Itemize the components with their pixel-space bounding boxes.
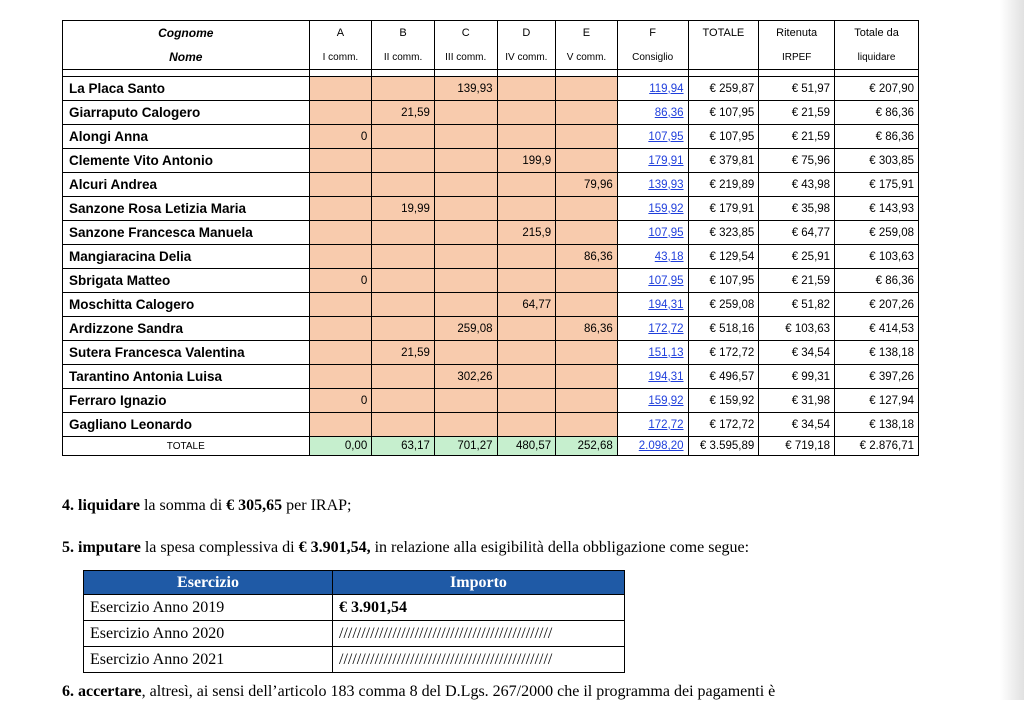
column-header: D — [497, 21, 556, 46]
cell-liq: € 303,85 — [835, 149, 919, 173]
cell-a — [309, 413, 372, 437]
member-name: Mangiaracina Delia — [63, 245, 310, 269]
cell-c — [434, 269, 497, 293]
cell-tot: € 323,85 — [688, 221, 759, 245]
cell-liq: € 86,36 — [835, 101, 919, 125]
esercizio-row — [84, 621, 625, 647]
cell-d — [497, 245, 556, 269]
cell-tot: € 518,16 — [688, 317, 759, 341]
spacer-row — [63, 70, 919, 77]
cell-b — [372, 293, 435, 317]
cell-tot: € 179,91 — [688, 197, 759, 221]
cell-liq: € 207,90 — [835, 77, 919, 101]
cell-a — [309, 173, 372, 197]
cell-b — [372, 413, 435, 437]
cell-c — [434, 389, 497, 413]
column-header: B — [372, 21, 435, 46]
cell-b — [372, 269, 435, 293]
header-row — [63, 21, 919, 46]
cell-a — [309, 221, 372, 245]
column-header: E — [556, 21, 618, 46]
cell-tot: € 172,72 — [688, 341, 759, 365]
cell-liq: € 86,36 — [835, 125, 919, 149]
table-row — [63, 389, 919, 413]
table-row — [63, 317, 919, 341]
cell-d — [497, 365, 556, 389]
member-name: Sanzone Rosa Letizia Maria — [63, 197, 310, 221]
cell-d — [497, 125, 556, 149]
cell-b — [372, 389, 435, 413]
cell-rit: € 51,97 — [759, 77, 835, 101]
column-subheader — [688, 45, 759, 70]
para5-text2: in relazione alla esigibilità della obbligazione come segue: — [370, 539, 750, 556]
cell-liq: € 207,26 — [835, 293, 919, 317]
cell-a: 0 — [309, 389, 372, 413]
cell-a — [309, 101, 372, 125]
cell-liq: € 127,94 — [835, 389, 919, 413]
cell-d — [497, 413, 556, 437]
column-subheader: IV comm. — [497, 45, 556, 70]
total-label: TOTALE — [63, 437, 310, 456]
member-name: La Placa Santo — [63, 77, 310, 101]
esercizio-amount: //////////////////////////////////////////////// — [333, 647, 625, 673]
cell-c — [434, 149, 497, 173]
spacer-cell — [434, 70, 497, 77]
cell-c — [434, 101, 497, 125]
column-subheader: Consiglio — [617, 45, 688, 70]
table-row — [63, 413, 919, 437]
table-row — [63, 269, 919, 293]
total-liq: € 2.876,71 — [835, 437, 919, 456]
column-subheader: liquidare — [835, 45, 919, 70]
cell-f[interactable]: 179,91 — [617, 149, 688, 173]
cell-f[interactable]: 172,72 — [617, 317, 688, 341]
cell-e: 79,96 — [556, 173, 618, 197]
cell-d — [497, 317, 556, 341]
member-name: Alcuri Andrea — [63, 173, 310, 197]
cell-rit: € 75,96 — [759, 149, 835, 173]
cell-f[interactable]: 139,93 — [617, 173, 688, 197]
cell-c — [434, 293, 497, 317]
cell-liq: € 175,91 — [835, 173, 919, 197]
para4-text2: per IRAP; — [282, 497, 352, 514]
cell-d — [497, 101, 556, 125]
cell-c — [434, 197, 497, 221]
total-c: 701,27 — [434, 437, 497, 456]
spacer-cell — [309, 70, 372, 77]
cell-e: 86,36 — [556, 245, 618, 269]
cell-rit: € 35,98 — [759, 197, 835, 221]
cell-a — [309, 197, 372, 221]
spacer-cell — [63, 70, 310, 77]
cell-f[interactable]: 43,18 — [617, 245, 688, 269]
cell-a — [309, 245, 372, 269]
spacer-cell — [372, 70, 435, 77]
column-header: Cognome — [63, 21, 310, 46]
esercizio-table — [83, 570, 625, 673]
cell-b — [372, 317, 435, 341]
column-subheader: IRPEF — [759, 45, 835, 70]
cell-liq: € 397,26 — [835, 365, 919, 389]
para4-num: 4. — [62, 497, 74, 514]
cell-f[interactable]: 119,94 — [617, 77, 688, 101]
cell-b — [372, 245, 435, 269]
member-name: Sbrigata Matteo — [63, 269, 310, 293]
importo-header: Importo — [333, 571, 625, 595]
member-name: Alongi Anna — [63, 125, 310, 149]
cell-b — [372, 365, 435, 389]
cell-f[interactable]: 194,31 — [617, 293, 688, 317]
cell-tot: € 379,81 — [688, 149, 759, 173]
table-row — [63, 101, 919, 125]
member-name: Sutera Francesca Valentina — [63, 341, 310, 365]
cell-e — [556, 269, 618, 293]
cell-tot: € 107,95 — [688, 125, 759, 149]
total-tot: € 3.595,89 — [688, 437, 759, 456]
cell-tot: € 496,57 — [688, 365, 759, 389]
cell-b: 19,99 — [372, 197, 435, 221]
esercizio-year: Esercizio Anno 2021 — [84, 647, 333, 673]
cell-a — [309, 341, 372, 365]
paragraph-4 — [62, 497, 352, 515]
spacer-cell — [617, 70, 688, 77]
cell-a — [309, 77, 372, 101]
cell-rit: € 21,59 — [759, 101, 835, 125]
cell-c: 259,08 — [434, 317, 497, 341]
column-subheader: III comm. — [434, 45, 497, 70]
para4-verb: liquidare — [78, 497, 140, 514]
total-a: 0,00 — [309, 437, 372, 456]
table-row — [63, 77, 919, 101]
esercizio-amount: //////////////////////////////////////////////// — [333, 621, 625, 647]
cell-e: 86,36 — [556, 317, 618, 341]
para5-text1: la spesa complessiva di — [140, 539, 299, 556]
cell-e — [556, 365, 618, 389]
cell-rit: € 43,98 — [759, 173, 835, 197]
cell-a: 0 — [309, 269, 372, 293]
total-b: 63,17 — [372, 437, 435, 456]
cell-f[interactable]: 194,31 — [617, 365, 688, 389]
table-row — [63, 173, 919, 197]
column-subheader: V comm. — [556, 45, 618, 70]
cell-b — [372, 173, 435, 197]
cell-rit: € 64,77 — [759, 221, 835, 245]
cell-d — [497, 389, 556, 413]
cell-rit: € 21,59 — [759, 269, 835, 293]
cell-a — [309, 317, 372, 341]
esercizio-year: Esercizio Anno 2019 — [84, 595, 333, 621]
cell-rit: € 34,54 — [759, 341, 835, 365]
cell-a — [309, 365, 372, 389]
total-rit: € 719,18 — [759, 437, 835, 456]
cell-tot: € 259,08 — [688, 293, 759, 317]
cell-liq: € 86,36 — [835, 269, 919, 293]
cell-b — [372, 221, 435, 245]
member-name: Tarantino Antonia Luisa — [63, 365, 310, 389]
total-e: 252,68 — [556, 437, 618, 456]
cell-b: 21,59 — [372, 341, 435, 365]
cell-d: 215,9 — [497, 221, 556, 245]
cell-tot: € 107,95 — [688, 269, 759, 293]
cell-c: 302,26 — [434, 365, 497, 389]
cell-tot: € 259,87 — [688, 77, 759, 101]
cell-e — [556, 197, 618, 221]
member-name: Clemente Vito Antonio — [63, 149, 310, 173]
para6-verb: accertare — [78, 683, 142, 700]
cell-e — [556, 149, 618, 173]
table-row — [63, 365, 919, 389]
esercizio-header: Esercizio — [84, 571, 333, 595]
para5-amount: € 3.901,54, — [298, 539, 371, 556]
cell-a — [309, 293, 372, 317]
cell-e — [556, 341, 618, 365]
column-header: F — [617, 21, 688, 46]
cell-f[interactable]: 172,72 — [617, 413, 688, 437]
cell-c — [434, 413, 497, 437]
cell-c — [434, 341, 497, 365]
totals-row — [63, 437, 919, 456]
member-name: Giarraputo Calogero — [63, 101, 310, 125]
cell-f[interactable]: 107,95 — [617, 125, 688, 149]
column-header: Ritenuta — [759, 21, 835, 46]
cell-liq: € 143,93 — [835, 197, 919, 221]
member-name: Moschitta Calogero — [63, 293, 310, 317]
cell-liq: € 103,63 — [835, 245, 919, 269]
column-header: A — [309, 21, 372, 46]
column-header: Totale da — [835, 21, 919, 46]
cell-d: 199,9 — [497, 149, 556, 173]
table-row — [63, 245, 919, 269]
column-subheader: II comm. — [372, 45, 435, 70]
cell-tot: € 129,54 — [688, 245, 759, 269]
cell-d — [497, 173, 556, 197]
cell-tot: € 107,95 — [688, 101, 759, 125]
paragraph-5 — [62, 539, 749, 557]
cell-d: 64,77 — [497, 293, 556, 317]
cell-rit: € 51,82 — [759, 293, 835, 317]
esercizio-row — [84, 647, 625, 673]
cell-rit: € 25,91 — [759, 245, 835, 269]
cell-c — [434, 173, 497, 197]
subheader-row — [63, 45, 919, 70]
cell-tot: € 219,89 — [688, 173, 759, 197]
spacer-cell — [688, 70, 759, 77]
cell-b — [372, 125, 435, 149]
cell-f[interactable]: 159,92 — [617, 389, 688, 413]
spacer-cell — [835, 70, 919, 77]
para5-verb: imputare — [78, 539, 141, 556]
cell-d — [497, 197, 556, 221]
total-d: 480,57 — [497, 437, 556, 456]
column-header: C — [434, 21, 497, 46]
cell-liq: € 414,53 — [835, 317, 919, 341]
cell-e — [556, 221, 618, 245]
cell-d — [497, 269, 556, 293]
total-f[interactable]: 2.098,20 — [617, 437, 688, 456]
cell-tot: € 172,72 — [688, 413, 759, 437]
paragraph-6 — [62, 683, 775, 701]
cell-c — [434, 125, 497, 149]
column-header: TOTALE — [688, 21, 759, 46]
spacer-cell — [556, 70, 618, 77]
cell-liq: € 259,08 — [835, 221, 919, 245]
esercizio-row — [84, 595, 625, 621]
cell-e — [556, 413, 618, 437]
para5-num: 5. — [62, 539, 74, 556]
cell-e — [556, 389, 618, 413]
cell-b: 21,59 — [372, 101, 435, 125]
cell-rit: € 99,31 — [759, 365, 835, 389]
cell-f[interactable]: 107,95 — [617, 269, 688, 293]
para6-text: , altresì, ai sensi dell’articolo 183 comma 8 del D.Lgs. 267/2000 che il programma dei pagamenti è — [141, 683, 776, 700]
column-subheader: Nome — [63, 45, 310, 70]
cell-c: 139,93 — [434, 77, 497, 101]
cell-f[interactable]: 86,36 — [617, 101, 688, 125]
cell-liq: € 138,18 — [835, 341, 919, 365]
cell-e — [556, 101, 618, 125]
page-edge-shadow — [1000, 0, 1024, 700]
table-row — [63, 125, 919, 149]
column-subheader: I comm. — [309, 45, 372, 70]
esercizio-amount: € 3.901,54 — [333, 595, 625, 621]
cell-e — [556, 125, 618, 149]
cell-rit: € 34,54 — [759, 413, 835, 437]
cell-rit: € 21,59 — [759, 125, 835, 149]
cell-f[interactable]: 151,13 — [617, 341, 688, 365]
cell-b — [372, 149, 435, 173]
cell-c — [434, 245, 497, 269]
cell-rit: € 103,63 — [759, 317, 835, 341]
cell-a: 0 — [309, 125, 372, 149]
cell-d — [497, 341, 556, 365]
para4-amount: € 305,65 — [226, 497, 283, 514]
member-name: Ferraro Ignazio — [63, 389, 310, 413]
spacer-cell — [497, 70, 556, 77]
cell-e — [556, 77, 618, 101]
table-row — [63, 149, 919, 173]
esercizio-year: Esercizio Anno 2020 — [84, 621, 333, 647]
cell-a — [309, 149, 372, 173]
para4-text1: la somma di — [139, 497, 227, 514]
cell-e — [556, 293, 618, 317]
cell-b — [372, 77, 435, 101]
member-name: Gagliano Leonardo — [63, 413, 310, 437]
para6-num: 6. — [62, 683, 74, 700]
cell-d — [497, 77, 556, 101]
cell-tot: € 159,92 — [688, 389, 759, 413]
cell-c — [434, 221, 497, 245]
member-name: Sanzone Francesca Manuela — [63, 221, 310, 245]
member-name: Ardizzone Sandra — [63, 317, 310, 341]
table-row — [63, 293, 919, 317]
cell-liq: € 138,18 — [835, 413, 919, 437]
cell-rit: € 31,98 — [759, 389, 835, 413]
table-row — [63, 197, 919, 221]
table-row — [63, 221, 919, 245]
table-row — [63, 341, 919, 365]
cell-f[interactable]: 159,92 — [617, 197, 688, 221]
cell-f[interactable]: 107,95 — [617, 221, 688, 245]
compensi-table — [62, 20, 919, 456]
spacer-cell — [759, 70, 835, 77]
